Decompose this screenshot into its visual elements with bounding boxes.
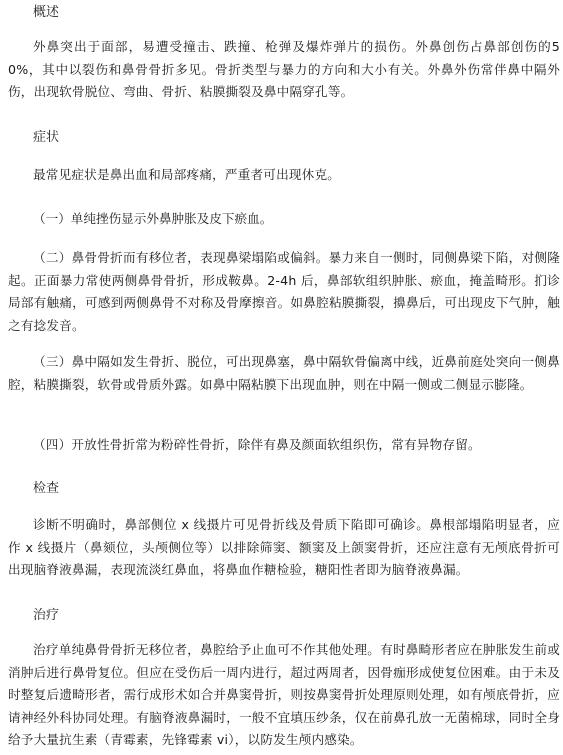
heading-exam: 检查	[33, 481, 60, 496]
symptom-item-4: （四）开放性骨折常为粉碎性骨折，除伴有鼻及颜面软组织伤，常有异物存留。	[33, 437, 481, 452]
symptoms-intro: 最常见症状是鼻出血和局部疼痛，严重者可出现休克。	[33, 167, 341, 182]
heading-treatment: 治疗	[33, 608, 60, 623]
heading-overview: 概述	[33, 5, 60, 20]
heading-symptoms: 症状	[33, 130, 60, 145]
symptom-item-3: （三）鼻中隔如发生骨折、脱位，可出现鼻塞，鼻中隔软骨偏离中线，近鼻前庭处突向一侧鼻腔，粘膜撕裂，软骨或骨质外露。如鼻中隔粘膜下出现血肿，则在中隔一侧或二侧显示膨隆。	[8, 354, 560, 392]
treatment-paragraph: 治疗单纯鼻骨骨折无移位者，鼻腔给予止血可不作其他处理。有时鼻畸形者应在肿胀发生前或消肿后进行鼻骨复位。但应在受伤后一周内进行，超过两周者，因骨痂形成使复位困难。由于未及时整复后遗畸形者，需行成形术如合并鼻窦骨折，则按鼻窦骨折处理原则处理，如有颅底骨折，应请神经外科协同处理。有脑脊液鼻漏时，一般不宜填压纱条，仅在前鼻孔放一无菌棉球，同时全身给予大量抗生素（青霉素，先锋霉素 vi），以防发生颅内感染。	[8, 642, 560, 747]
overview-paragraph: 外鼻突出于面部，易遭受撞击、跌撞、枪弹及爆炸弹片的损伤。外鼻创伤占鼻部创伤的50%，其中以裂伤和鼻骨骨折多见。骨折类型与暴力的方向和大小有关。外鼻外伤常伴鼻中隔外伤，出现软骨脱位、弯曲、骨折、粘膜撕裂及鼻中隔穿孔等。	[8, 39, 560, 99]
exam-paragraph: 诊断不明确时，鼻部侧位 x 线摄片可见骨折线及骨质下陷即可确诊。鼻根部塌陷明显者，应作 x 线摄片（鼻颏位，头颅侧位等）以排除筛窦、额窦及上颌窦骨折，还应注意有无颅底骨折可出现脑脊液鼻漏，表现流淡红鼻血，将鼻血作糖检验，糖阳性者即为脑脊液鼻漏。	[8, 517, 560, 577]
symptom-item-2: （二）鼻骨骨折而有移位者，表现鼻梁塌陷或偏斜。暴力来自一侧时，同侧鼻梁下陷，对侧隆起。正面暴力常使两侧鼻骨骨折，形成鞍鼻。2-4h 后，鼻部软组织肿胀、瘀血，掩盖畸形。扪诊局部有触痛，可感到两侧鼻骨不对称及骨摩擦音。如鼻腔粘膜撕裂，擤鼻后，可出现皮下气肿，触之有捻发音。	[8, 250, 560, 333]
symptom-item-1: （一）单纯挫伤显示外鼻肿胀及皮下瘀血。	[33, 211, 273, 226]
